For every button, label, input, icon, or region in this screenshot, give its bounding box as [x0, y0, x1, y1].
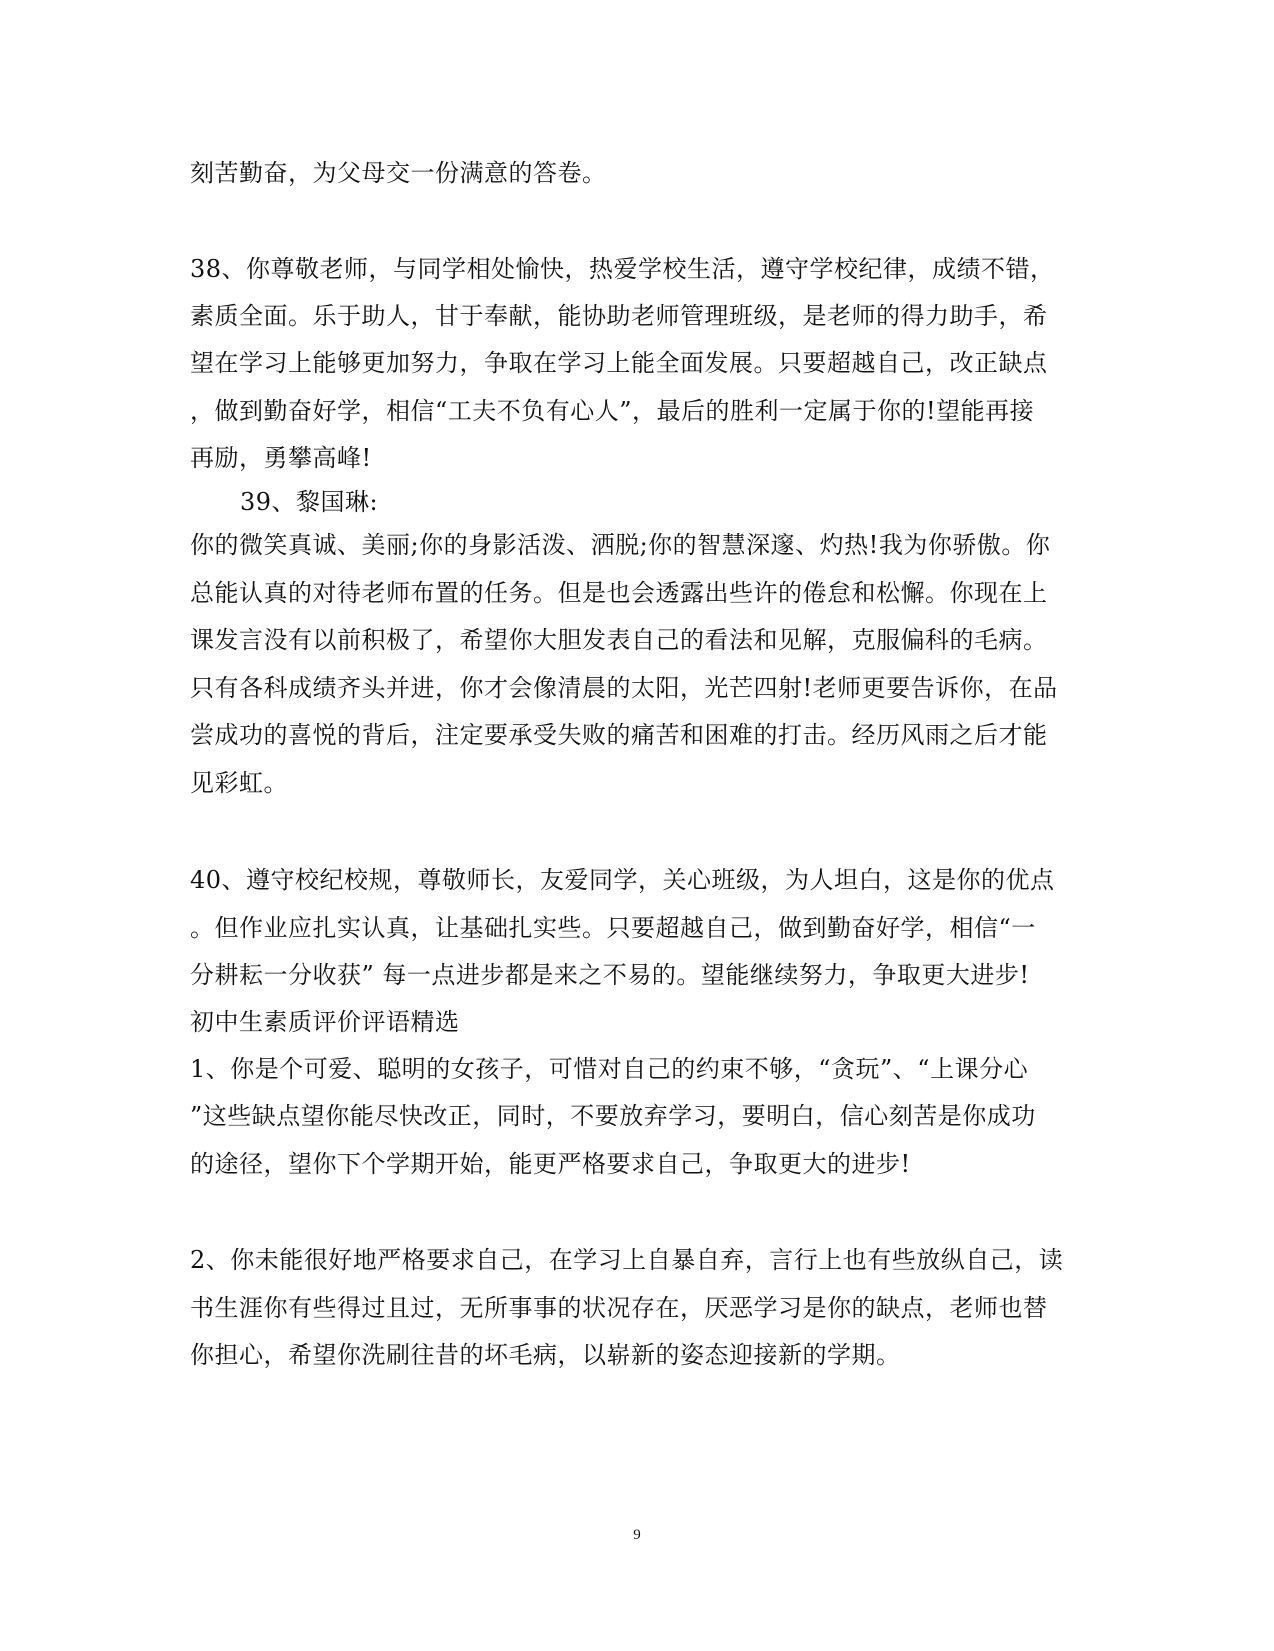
page-number: 9 — [633, 1527, 641, 1543]
paragraph-line: 只有各科成绩齐头并进，你才会像清晨的太阳，光芒四射!老师更要告诉你，在品 — [190, 674, 1058, 702]
section-heading: 初中生素质评价评语精选 — [190, 1008, 460, 1036]
paragraph-line: 你担心，希望你洗刷往昔的坏毛病，以崭新的姿态迎接新的学期。 — [190, 1341, 901, 1369]
paragraph-line: 书生涯你有些得过且过，无所事事的状况存在，厌恶学习是你的缺点，老师也替 — [190, 1294, 1048, 1322]
paragraph-line: 的途径，望你下个学期开始，能更严格要求自己，争取更大的进步! — [190, 1150, 911, 1178]
paragraph-line: 尝成功的喜悦的背后，注定要承受失败的痛苦和困难的打击。经历风雨之后才能 — [190, 721, 1048, 749]
paragraph-line: 38、你尊敬老师，与同学相处愉快，热爱学校生活，遵守学校纪律，成绩不错， — [190, 255, 1055, 283]
paragraph-line: 再励，勇攀高峰! — [190, 444, 372, 472]
paragraph-line: 总能认真的对待老师布置的任务。但是也会透露出些许的倦怠和松懈。你现在上 — [190, 579, 1048, 607]
paragraph-line: 你的微笑真诚、美丽;你的身影活泼、洒脱;你的智慧深邃、灼热!我为你骄傲。你 — [190, 531, 1051, 559]
paragraph-line: ”这些缺点望你能尽快改正，同时，不要放弃学习，要明白，信心刻苦是你成功 — [190, 1102, 1036, 1130]
paragraph-line: 课发言没有以前积极了，希望你大胆发表自己的看法和见解，克服偏科的毛病。 — [190, 626, 1048, 654]
paragraph-line: 40、遵守校纪校规，尊敬师长，友爱同学，关心班级，为人坦白，这是你的优点 — [190, 866, 1055, 894]
paragraph-line: ，做到勤奋好学，相信“工夫不负有心人”，最后的胜利一定属于你的!望能再接 — [190, 397, 1035, 425]
paragraph-line: 刻苦勤奋，为父母交一份满意的答卷。 — [190, 159, 607, 187]
paragraph-line: 2、你未能很好地严格要求自己，在学习上自暴自弃，言行上也有些放纵自己，读 — [190, 1246, 1064, 1274]
paragraph-line: 见彩虹。 — [190, 769, 288, 797]
paragraph-line: 望在学习上能够更加努力，争取在学习上能全面发展。只要超越自己，改正缺点 — [190, 349, 1048, 377]
paragraph-line: 素质全面。乐于助人，甘于奉献，能协助老师管理班级，是老师的得力助手，希 — [190, 302, 1048, 330]
paragraph-heading: 39、黎国琳: — [240, 488, 379, 516]
paragraph-line: 1、你是个可爱、聪明的女孩子，可惜对自己的约束不够，“贪玩”、“上课分心 — [190, 1055, 1029, 1083]
paragraph-line: 。但作业应扎实认真，让基础扎实些。只要超越自己，做到勤奋好学，相信“一 — [190, 914, 1036, 942]
paragraph-line: 分耕耘一分收获” 每一点进步都是来之不易的。望能继续努力，争取更大进步! — [190, 961, 1030, 989]
